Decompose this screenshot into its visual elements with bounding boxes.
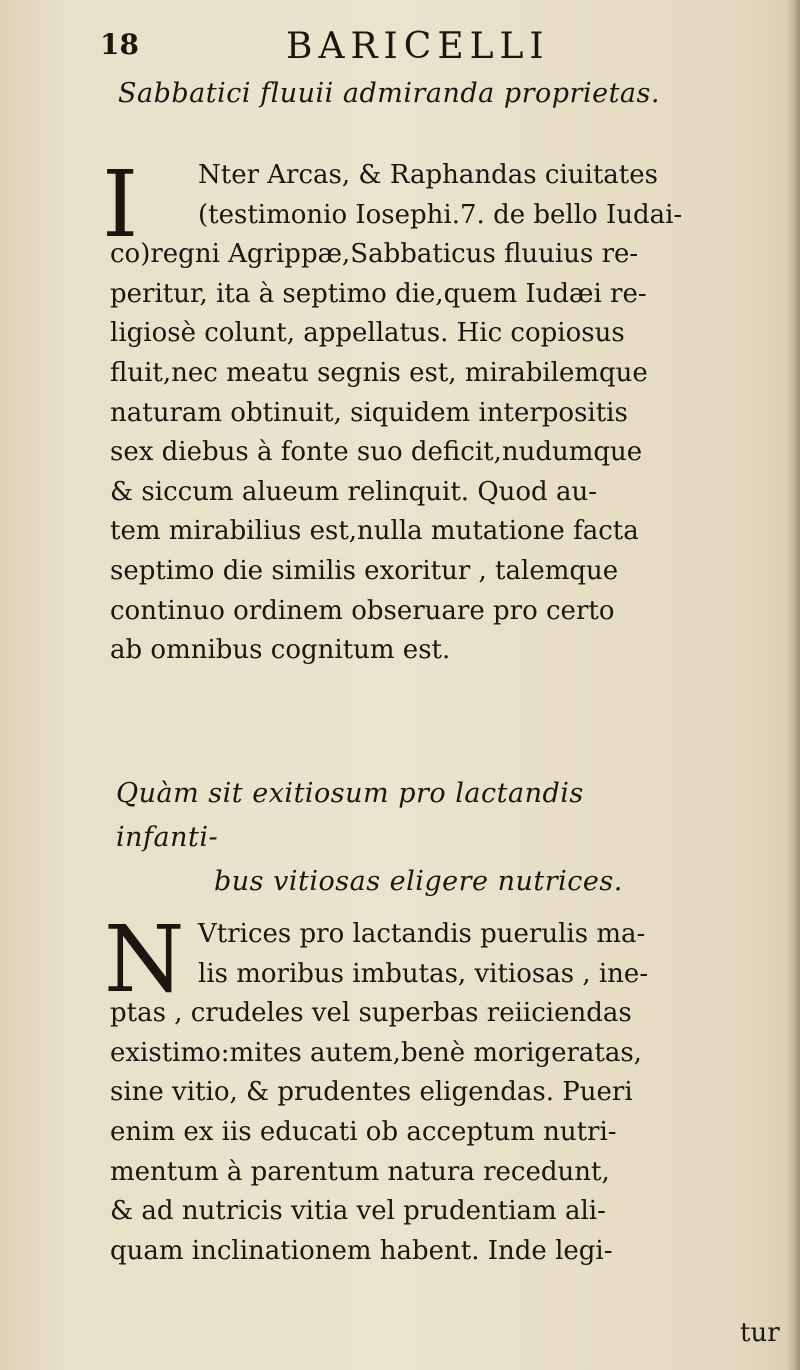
- text-line: co)regni Agrippæ,Sabbaticus fluuius re-: [110, 239, 639, 270]
- text-line: naturam obtinuit, siquidem interpositis: [110, 397, 628, 428]
- text-line: quam inclinationem habent. Inde legi-: [110, 1235, 613, 1266]
- text-line: fluit,nec meatu segnis est, mirabilemque: [110, 357, 648, 388]
- paragraph-sabbatic-river: [102, 151, 800, 671]
- text-line: septimo die similis exoritur , talemque: [110, 555, 619, 586]
- running-title: BARICELLI: [286, 26, 550, 67]
- text-line: sine vitio, & prudentes eligendas. Pueri: [110, 1077, 633, 1108]
- drop-cap-initial: N: [104, 906, 185, 1013]
- text-line: ptas , crudeles vel superbas reiiciendas: [110, 998, 632, 1029]
- text-line: & ad nutricis vitia vel prudentiam ali-: [110, 1196, 606, 1227]
- text-line: Vtrices pro lactandis puerulis ma-: [198, 919, 646, 949]
- page-number: 18: [100, 28, 139, 61]
- section-title-line: Quàm sit exitiosum pro lactandis infanti-: [116, 778, 584, 853]
- catchword: tur: [740, 1318, 780, 1348]
- text-line: tem mirabilius est,nulla mutatione facta: [110, 516, 639, 547]
- text-line: enim ex iis educati ob acceptum nutri-: [110, 1116, 617, 1147]
- text-line: & siccum alueum relinquit. Quod au-: [110, 476, 597, 507]
- text-line: ligiosè colunt, appellatus. Hic copiosus: [110, 318, 625, 349]
- text-line: continuo ordinem obseruare pro certo: [110, 595, 615, 626]
- text-line: mentum à parentum natura recedunt,: [110, 1156, 610, 1187]
- section-title-sabbatic-river: Sabbatici fluuii admiranda proprietas.: [118, 78, 660, 109]
- text-line: (testimonio Iosephi.7. de bello Iudai-: [198, 199, 683, 230]
- text-line: peritur, ita à septimo die,quem Iudæi re-: [110, 278, 647, 309]
- text-line: Nter Arcas, & Raphandas ciuitates: [198, 160, 658, 190]
- text-line: existimo:mites autem,benè morigeratas,: [110, 1037, 642, 1068]
- paragraph-wet-nurses: [104, 906, 800, 1271]
- section-title-line: bus vitiosas eligere nutrices.: [214, 866, 623, 897]
- section-title-wet-nurses: [116, 772, 676, 904]
- drop-cap-initial: I: [102, 151, 139, 258]
- text-line: ab omnibus cognitum est.: [110, 635, 451, 666]
- text-line: sex diebus à fonte suo deficit,nudumque: [110, 437, 643, 468]
- text-line: lis moribus imbutas, vitiosas , ine-: [198, 958, 649, 989]
- page-header: [100, 22, 660, 70]
